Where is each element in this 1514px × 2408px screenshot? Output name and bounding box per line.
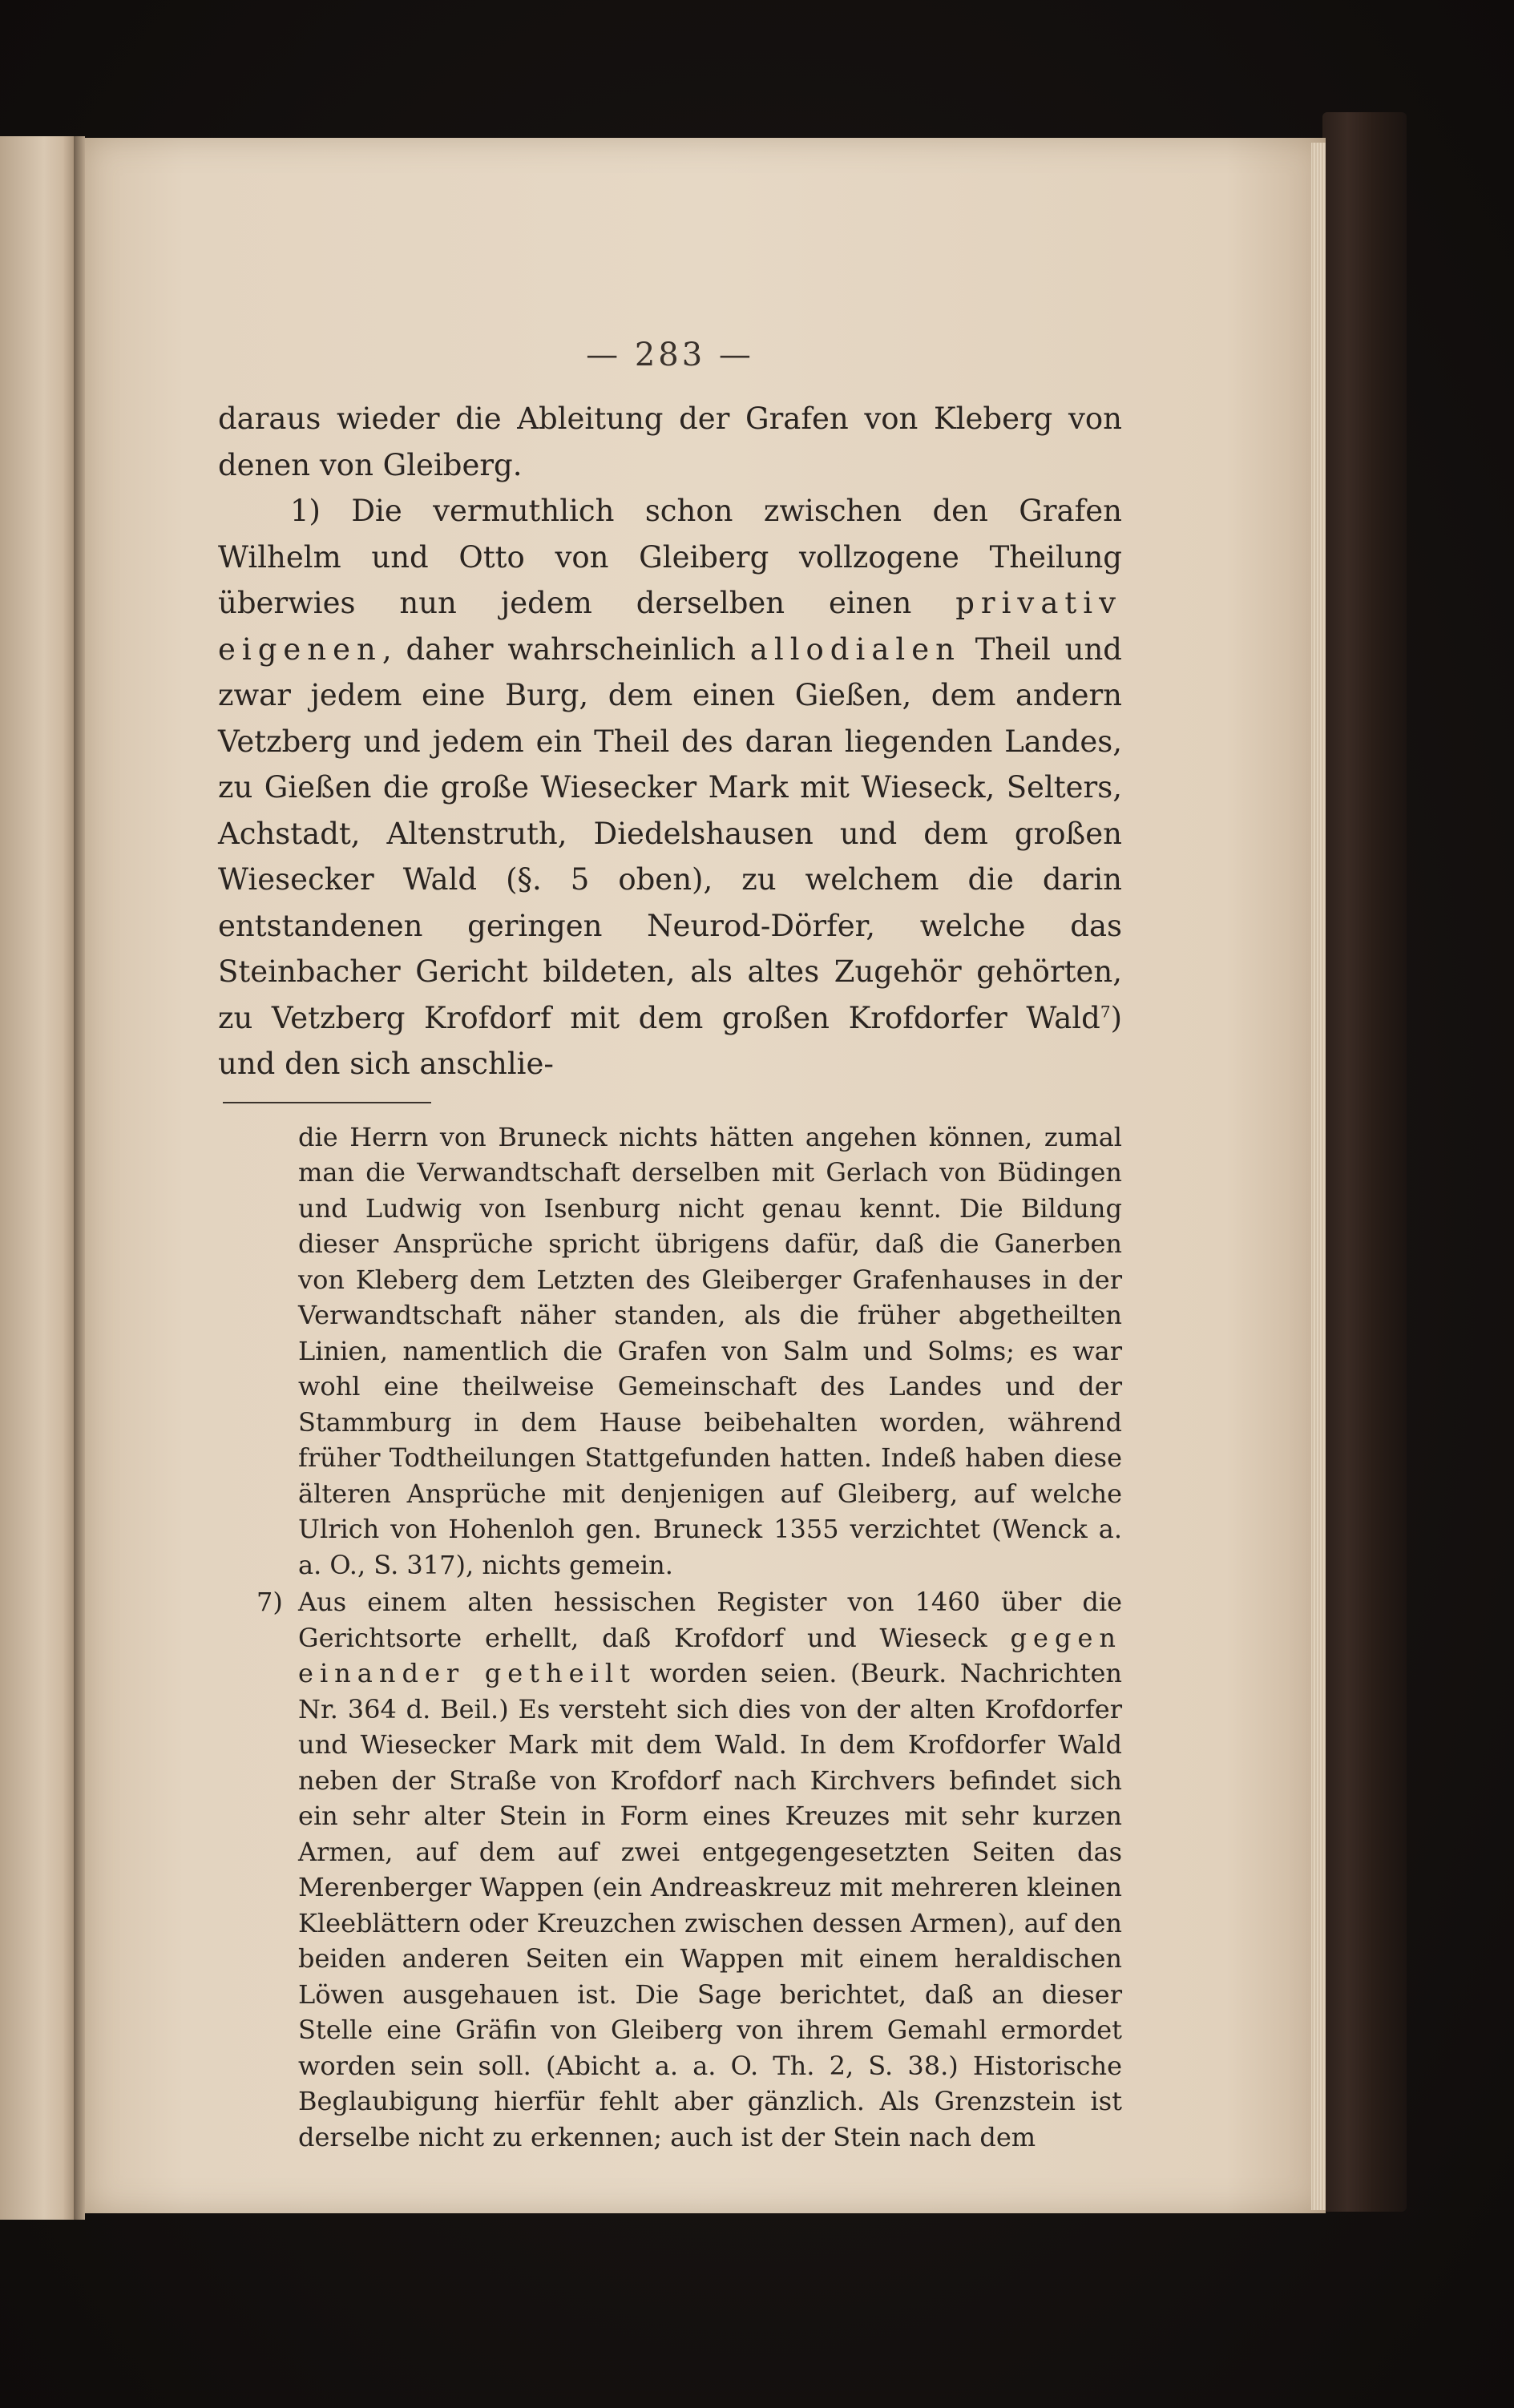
page-number: — 283 — [586, 337, 754, 373]
footnote-divider [223, 1102, 431, 1103]
footnote-text: Aus einem alten hessischen Register von 1460 über die Gerichtsorte erhellt, daß Krofdorf und Wieseck [298, 1587, 1122, 1653]
footnote-continuation [298, 1119, 1122, 1583]
book-cover-edge [1322, 112, 1407, 2212]
emphasis-gegen-einander-getheilt: gegen einander getheilt [298, 1622, 1122, 1688]
footnote-text: die Herrn von Bruneck nichts hätten angehen können, zumal man die Verwandtschaft derselben mit Gerlach von Büdingen und Ludwig von Isenburg nicht genau kennt. Die Bildung dieser Ansprüche spricht übrigens dafür, daß die Ganerben von Kleberg dem Letzten des Gleiberger Grafenhauses in der Verwandtschaft näher standen, als die früher abgetheilten Linien, namentlich die Grafen von Salm und Solms; es war wohl eine theilweise Gemeinschaft des Landes und der Stammburg in dem Hause beibehalten worden, während früher Todtheilungen Stattgefunden hatten. Indeß haben diese älteren Ansprüche mit denjenigen auf Gleiberg, auf welche Ulrich von Hohenloh gen. Bruneck 1355 verzichtet (Wenck a. a. O., S. 317), nichts gemein. [298, 1121, 1122, 1580]
paragraph-continuation [218, 396, 1122, 488]
paragraph-text: 1) Die vermuthlich schon zwischen den Grafen Wilhelm und Otto von Gleiberg vollzogene Theilung überwies nun jedem derselben einen [218, 494, 1122, 620]
paragraph-text: Theil und zwar jedem eine Burg, dem einen Gießen, dem andern Vetzberg und jedem ein Theil des daran liegenden Landes, zu Gießen die große Wiesecker Mark mit Wieseck, Selters, Achstadt, Altenstruth, Diedelshausen und dem großen Wiesecker Wald (§. 5 oben), zu welchem die darin entstandenen geringen Neurod-Dörfer, welche das Steinbacher Gericht bildeten, als altes Zugehör gehörten, zu Vetzberg Krofdorf mit dem großen Krofdorfer Wald [218, 631, 1122, 1035]
previous-page-edge [0, 136, 75, 2220]
emphasis-privativ: privativ eigenen [218, 586, 1122, 667]
main-text [218, 396, 1122, 1087]
page-content [218, 337, 1122, 2156]
paragraph-text: , daher wahrscheinlich [382, 631, 750, 667]
paragraph-text: daraus wieder die Ableitung der Grafen von Kleberg von denen von Gleiberg. [218, 401, 1122, 482]
emphasis-allodialen: allodialen [749, 631, 961, 667]
footnotes [218, 1119, 1122, 2156]
page-stack-edge [1311, 143, 1326, 2210]
footnote-marker: 7) [256, 1587, 283, 1617]
footnote-reference[interactable]: 7 [1100, 1002, 1111, 1022]
paragraph-1 [218, 488, 1122, 1087]
footnote-text: worden seien. (Beurk. Nachrichten Nr. 364 d. Beil.) Es versteht sich dies von der alten Krofdorfer und Wiesecker Mark mit dem Wald. In dem Krofdorfer Wald neben der Straße von Krofdorf nach Kirchvers befindet sich ein sehr alter Stein in Form eines Kreuzes mit sehr kurzen Armen, auf dem auf zwei entgegengesetzten Seiten das Merenberger Wappen (ein Andreaskreuz mit mehreren kleinen Kleeblättern oder Kreuzchen zwischen dessen Armen), auf den beiden anderen Seiten ein Wappen mit einem heraldischen Löwen ausgehauen ist. Die Sage berichtet, daß an dieser Stelle eine Gräfin von Gleiberg von ihrem Gemahl ermordet worden sein soll. (Abicht a. a. O. Th. 2, S. 38.) Historische Beglaubigung hierfür fehlt aber gänzlich. Als Grenzstein ist derselbe nicht zu erkennen; auch ist der Stein nach dem [298, 1658, 1123, 2152]
book-gutter [74, 136, 85, 2220]
footnote-7 [256, 1584, 1123, 2155]
paragraph-text: ) und den sich anschlie- [218, 1000, 1122, 1081]
